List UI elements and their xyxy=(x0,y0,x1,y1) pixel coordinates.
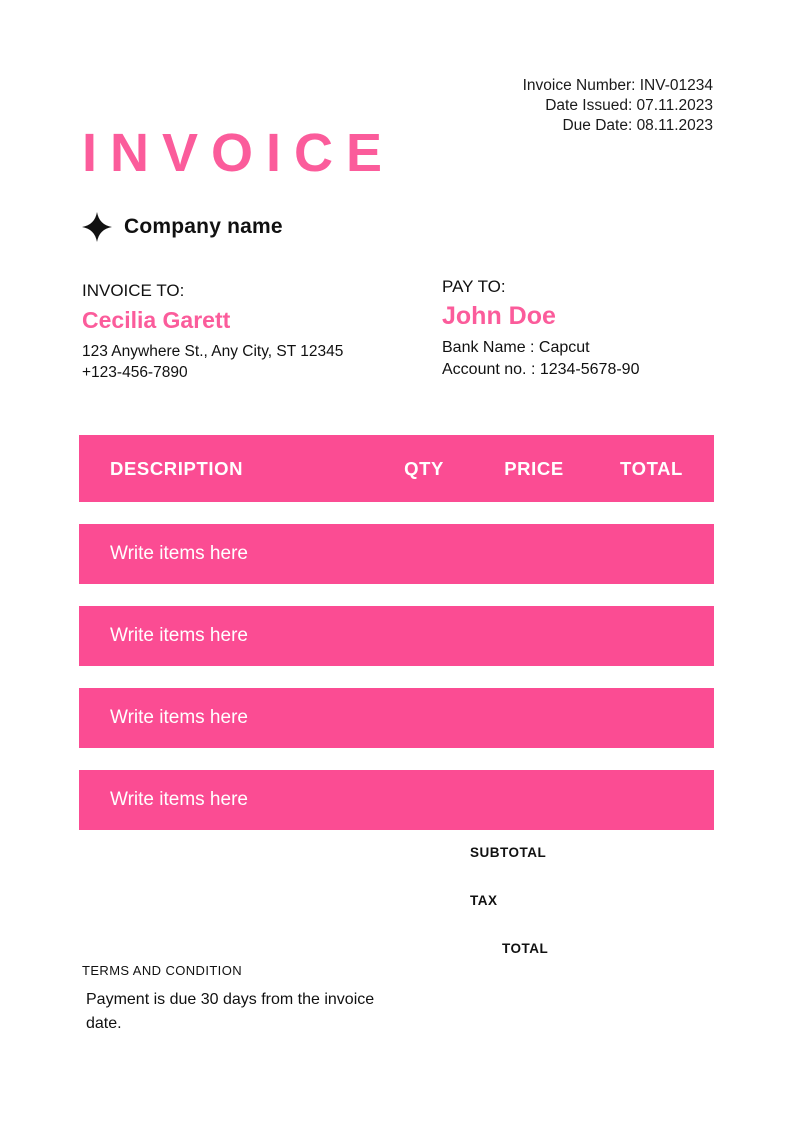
table-row[interactable] xyxy=(79,606,714,666)
company-header xyxy=(82,212,283,242)
row-description[interactable]: Write items here xyxy=(110,543,248,564)
terms-body: Payment is due 30 days from the invoice date. xyxy=(86,991,375,1032)
table-row[interactable] xyxy=(79,770,714,830)
bill-to-address: 123 Anywhere St., Any City, ST 12345 xyxy=(82,343,344,360)
pay-to-bank: Bank Name : Capcut xyxy=(442,339,590,356)
table-row[interactable] xyxy=(79,688,714,748)
terms-title: TERMS AND CONDITION xyxy=(82,963,242,978)
table-row[interactable] xyxy=(79,524,714,584)
subtotal-label: SUBTOTAL xyxy=(470,845,547,860)
date-issued: Date Issued: 07.11.2023 xyxy=(545,97,713,114)
bill-to-block xyxy=(82,280,412,383)
row-description[interactable]: Write items here xyxy=(110,789,248,810)
page-title: INVOICE xyxy=(82,123,396,183)
table-header-row xyxy=(79,435,714,502)
totals-block xyxy=(470,845,720,989)
pay-to-name: John Doe xyxy=(442,302,556,330)
pay-to-account: Account no. : 1234-5678-90 xyxy=(442,361,640,378)
four-point-star-icon xyxy=(82,212,112,242)
column-header-description: DESCRIPTION xyxy=(110,457,244,479)
tax-label: TAX xyxy=(470,893,498,908)
row-description[interactable]: Write items here xyxy=(110,707,248,728)
total-label: TOTAL xyxy=(502,941,549,956)
due-date: Due Date: 08.11.2023 xyxy=(562,117,713,134)
column-header-qty: QTY xyxy=(404,457,444,479)
items-table xyxy=(79,435,714,830)
bill-to-name: Cecilia Garett xyxy=(82,307,231,333)
bill-to-phone: +123-456-7890 xyxy=(82,364,188,381)
row-description[interactable]: Write items here xyxy=(110,625,248,646)
column-header-price: PRICE xyxy=(504,457,564,479)
pay-to-block xyxy=(442,276,742,381)
pay-to-label: PAY TO: xyxy=(442,277,506,296)
bill-to-label: INVOICE TO: xyxy=(82,281,185,300)
company-name: Company name xyxy=(124,215,283,238)
invoice-meta xyxy=(523,76,713,136)
terms-block xyxy=(82,963,412,1036)
invoice-number: Invoice Number: INV-01234 xyxy=(522,77,713,94)
column-header-total: TOTAL xyxy=(620,457,683,479)
